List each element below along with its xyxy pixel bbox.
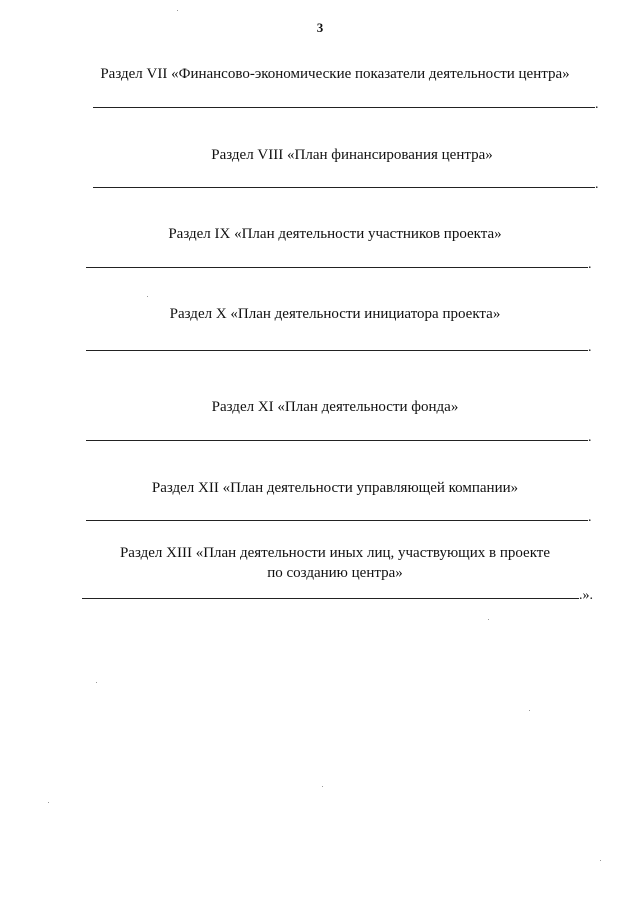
scan-speck — [600, 860, 601, 861]
scan-speck — [177, 10, 178, 11]
section-title-ix: Раздел IX «План деятельности участников проекта» — [168, 226, 502, 242]
scan-speck — [147, 296, 148, 297]
line-end-viii: . — [595, 177, 599, 192]
fill-line-viii — [93, 187, 595, 188]
line-end-x: . — [588, 340, 592, 355]
line-end-xi: . — [588, 430, 592, 445]
scan-speck — [96, 682, 97, 683]
fill-line-ix — [86, 267, 588, 268]
fill-line-xii — [86, 520, 588, 521]
section-title-viii: Раздел VIII «План финансирования центра» — [211, 147, 493, 163]
section-title-xi: Раздел XI «План деятельности фонда» — [211, 399, 459, 415]
section-title-x: Раздел X «План деятельности инициатора проекта» — [169, 306, 501, 322]
fill-line-x — [86, 350, 588, 351]
section-title-vii: Раздел VII «Финансово-экономические показатели деятельности центра» — [100, 66, 570, 82]
section-title-xiii-line2: по созданию центра» — [267, 565, 403, 581]
scan-speck — [529, 710, 530, 711]
fill-line-xi — [86, 440, 588, 441]
fill-line-vii — [93, 107, 595, 108]
scan-speck — [322, 786, 323, 787]
line-end-ix: . — [588, 257, 592, 272]
fill-line-xiii — [82, 598, 579, 599]
page-number: 3 — [316, 20, 324, 35]
section-title-xiii-line1: Раздел XIII «План деятельности иных лиц, участвующих в проекте — [119, 545, 551, 561]
line-end-xii: . — [588, 510, 592, 525]
scan-speck — [488, 619, 489, 620]
line-end-xiii: .». — [579, 588, 593, 603]
section-title-xii: Раздел XII «План деятельности управляющей компании» — [151, 480, 519, 496]
scan-speck — [48, 802, 49, 803]
line-end-vii: . — [595, 97, 599, 112]
